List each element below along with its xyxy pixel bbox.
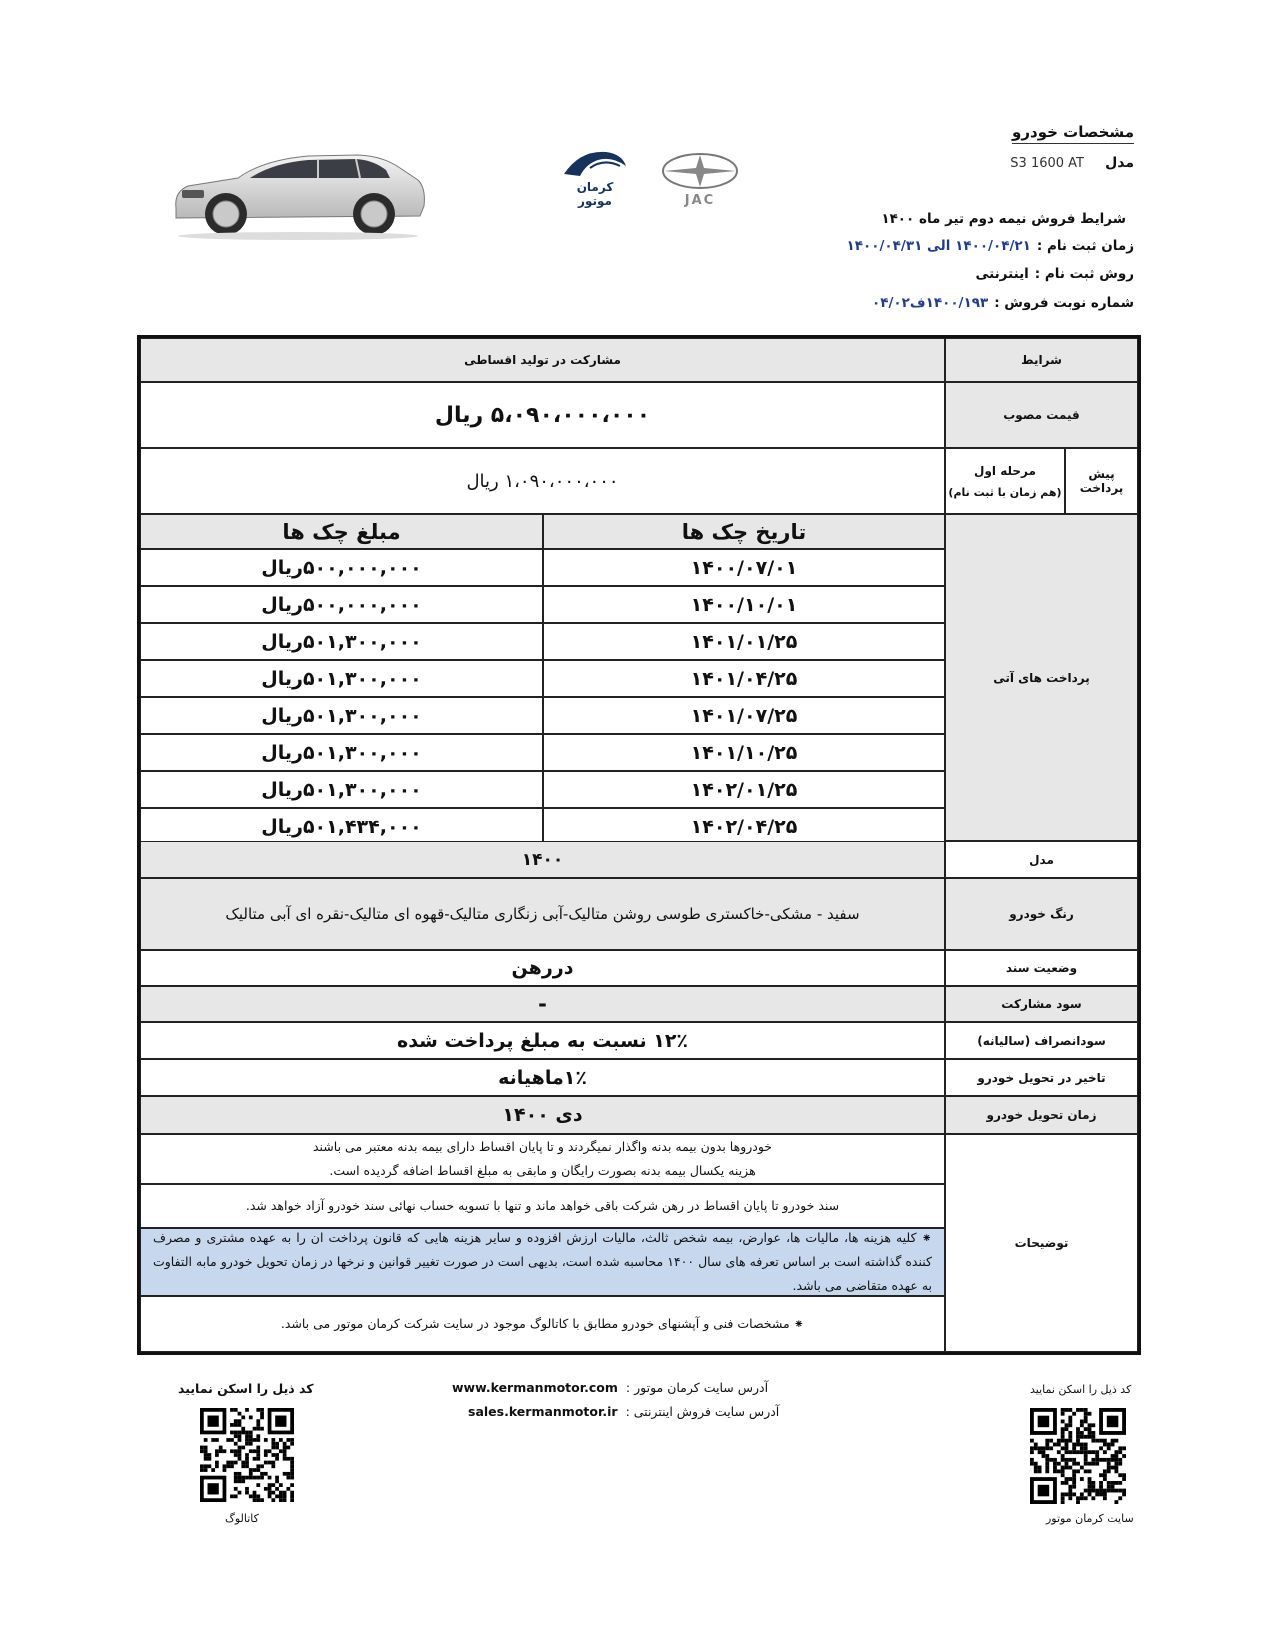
partnership-profit-label: سود مشارکت — [945, 986, 1138, 1022]
first-stage-sub: (هم زمان با ثبت نام) — [948, 485, 1062, 499]
note-line-3: سند خودرو تا پایان اقساط در رهن شرکت باقی خواهد ماند و تنها با تسویه حساب نهائی سند خودرو آزاد خواهد شد. — [140, 1184, 945, 1228]
jac-logo — [660, 153, 740, 208]
catalog-caption: کاتالوگ — [225, 1512, 259, 1525]
registration-time-value: ۱۴۰۰/۰۴/۲۱ الی ۱۴۰۰/۰۴/۳۱ — [846, 238, 1031, 254]
sale-number-value: ۱۴۰۰/۱۹۳ف۰۴/۰۲ — [872, 295, 989, 311]
delivery-time-label: زمان تحویل خودرو — [945, 1096, 1138, 1134]
scan-caption-left: کد ذیل را اسکن نمایید — [178, 1381, 314, 1396]
check-date: ۱۴۰۲/۰۴/۲۵ — [543, 808, 945, 845]
delivery-time-value: دی ۱۴۰۰ — [140, 1096, 945, 1134]
scan-caption-right: کد ذیل را اسکن نمایید — [1030, 1383, 1132, 1396]
first-stage-label: مرحله اول — [974, 463, 1036, 478]
catalog-qr-code[interactable] — [200, 1408, 294, 1502]
conditions-value-text: مشارکت در تولید اقساطی — [464, 353, 621, 367]
check-amount: ۵۰۰,۰۰۰,۰۰۰ریال — [140, 549, 543, 586]
registration-method — [975, 266, 1134, 282]
kerman-logo-text: کرمان موتور — [576, 180, 614, 208]
registration-method-value: اینترنتی — [975, 266, 1029, 282]
first-stage-cell — [945, 448, 1065, 514]
check-date: ۱۴۰۱/۱۰/۲۵ — [543, 734, 945, 771]
sale-number — [872, 295, 1134, 311]
kerman-motor-logo — [560, 148, 630, 208]
check-date: ۱۴۰۰/۱۰/۰۱ — [543, 586, 945, 623]
notes-label: توضیحات — [945, 1134, 1138, 1352]
delivery-delay-value: ۱٪ماهیانه — [140, 1059, 945, 1096]
check-amount: ۵۰۱,۳۰۰,۰۰۰ریال — [140, 734, 543, 771]
kerman-wave-icon — [560, 148, 630, 178]
check-date: ۱۴۰۲/۰۱/۲۵ — [543, 771, 945, 808]
company-site-label: آدرس سایت کرمان موتور : — [625, 1380, 769, 1395]
car-image — [168, 150, 430, 242]
cancellation-profit-label: سودانصراف (سالیانه) — [945, 1022, 1138, 1059]
check-amount: ۵۰۰,۰۰۰,۰۰۰ریال — [140, 586, 543, 623]
sales-site-link[interactable]: sales.kermanmotor.ir — [468, 1404, 618, 1419]
jac-star-icon — [660, 153, 740, 193]
model-value: S3 1600 AT — [1010, 156, 1084, 171]
check-amount: ۵۰۱,۳۰۰,۰۰۰ریال — [140, 623, 543, 660]
col-header-amount: مبلغ چک ها — [140, 514, 543, 549]
document-status-label: وضعیت سند — [945, 950, 1138, 986]
check-date: ۱۴۰۱/۰۷/۲۵ — [543, 697, 945, 734]
note-line-5: ⁕ مشخصات فنی و آپشنهای خودرو مطابق با کاتالوگ موجود در سایت شرکت کرمان موتور می باشد. — [140, 1296, 945, 1352]
check-amount: ۵۰۱,۳۰۰,۰۰۰ریال — [140, 697, 543, 734]
note-line-2: هزینه یکسال بیمه بدنه بصورت رایگان و مابقی به مبلغ اقساط اضافه گردیده است. — [329, 1163, 756, 1178]
registration-time-label: زمان ثبت نام : — [1036, 238, 1134, 254]
check-amount: ۵۰۱,۴۳۴,۰۰۰ریال — [140, 808, 543, 845]
sale-conditions-title: شرایط فروش نیمه دوم تیر ماه ۱۴۰۰ — [881, 211, 1126, 227]
note-line-1: خودروها بدون بیمه بدنه واگذار نمیگردند و تا پایان اقساط دارای بیمه بدنه معتبر می باشند — [312, 1139, 773, 1154]
conditions-value-cell — [140, 338, 945, 382]
model-label: مدل — [1105, 155, 1134, 171]
future-payments-label: پرداخت های آتی — [945, 514, 1138, 841]
approved-price-label: قیمت مصوب — [945, 382, 1138, 448]
jac-logo-text: JAC — [684, 193, 716, 208]
col-header-date: تاریخ چک ها — [543, 514, 945, 549]
delivery-delay-label: تاخیر در تحویل خودرو — [945, 1059, 1138, 1096]
sales-site-line — [468, 1404, 779, 1419]
car-color-value: سفید - مشکی-خاکستری طوسی روشن متالیک-آبی زنگاری متالیک-قهوه ای متالیک-نقره ای آبی متالیک — [140, 878, 945, 950]
document-status-value: دررهن — [140, 950, 945, 986]
notes-insurance — [140, 1134, 945, 1184]
site-qr-code[interactable] — [1030, 1408, 1126, 1504]
note-line-4: ⁕ کلیه هزینه ها، مالیات ها، عوارض، بیمه شخص ثالث، مالیات ارزش افزوده و سایر هزینه هایی که قانون پرداخت ان را به عهده مشتری و مصرف کننده گذاشته است بر اساس تعرفه های سال ۱۴۰۰ محاسبه شده است، بدیهی است در صورت تغییر قوانین و نرخها در زمان تحویل خودرو مابه التفاوت به عهده متقاضی می باشد. — [140, 1228, 945, 1296]
model-year-value: ۱۴۰۰ — [140, 841, 945, 878]
partnership-profit-value: - — [140, 986, 945, 1022]
check-date: ۱۴۰۱/۰۱/۲۵ — [543, 623, 945, 660]
sale-number-label: شماره نوبت فروش : — [994, 295, 1134, 311]
sale-conditions-table — [137, 335, 1141, 1355]
cancellation-profit-value: ۱۲٪ نسبت به مبلغ پرداخت شده — [140, 1022, 945, 1059]
approved-price-value: ۵،۰۹۰،۰۰۰،۰۰۰ ریال — [140, 382, 945, 448]
site-caption: سایت کرمان موتور — [1046, 1512, 1134, 1525]
check-amount: ۵۰۱,۳۰۰,۰۰۰ریال — [140, 771, 543, 808]
page-title: مشخصات خودرو — [1012, 123, 1134, 144]
prepayment-value: ۱،۰۹۰،۰۰۰،۰۰۰ ریال — [140, 448, 945, 514]
check-amount: ۵۰۱,۳۰۰,۰۰۰ریال — [140, 660, 543, 697]
sales-site-label: آدرس سایت فروش اینترنتی : — [625, 1404, 780, 1419]
model-year-label: مدل — [945, 841, 1138, 878]
company-site-line — [452, 1380, 768, 1395]
check-date: ۱۴۰۱/۰۴/۲۵ — [543, 660, 945, 697]
company-site-link[interactable]: www.kermanmotor.com — [452, 1380, 618, 1395]
check-date: ۱۴۰۰/۰۷/۰۱ — [543, 549, 945, 586]
car-color-label: رنگ خودرو — [945, 878, 1138, 950]
registration-method-label: روش ثبت نام : — [1034, 266, 1134, 282]
conditions-label: شرایط — [945, 338, 1138, 382]
registration-time — [847, 238, 1134, 254]
prepayment-label: پیش پرداخت — [1065, 448, 1138, 514]
